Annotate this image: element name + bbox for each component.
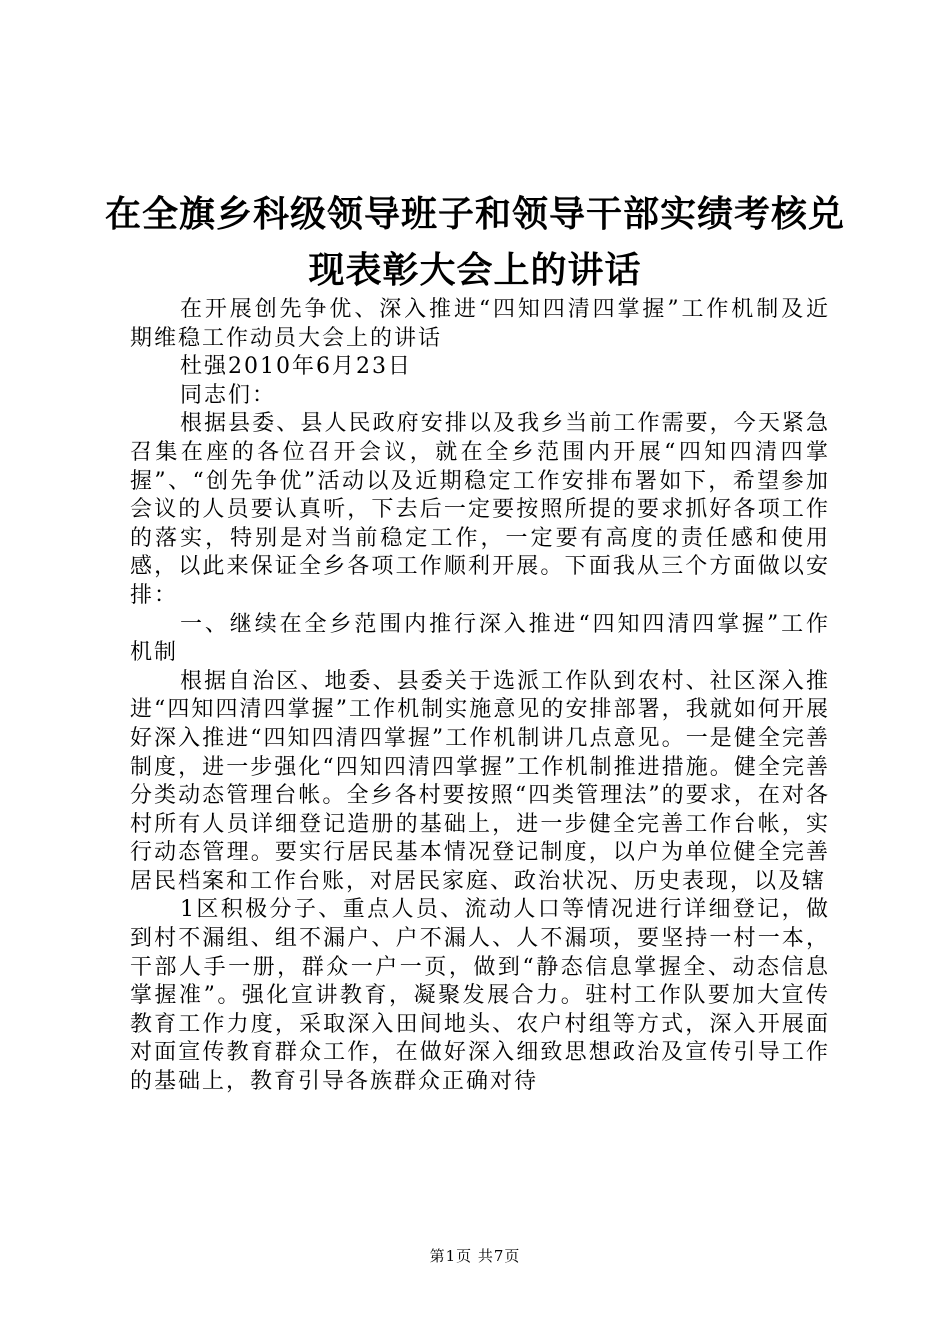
speech-subtitle: 在开展创先争优、深入推进“四知四清四掌握”工作机制及近期维稳工作动员大会上的讲话	[130, 297, 830, 351]
body-paragraph: 根据自治区、地委、县委关于选派工作队到农村、社区深入推进“四知四清四掌握”工作机制实施意见的安排部署，我就如何开展好深入推进“四知四清四掌握”工作机制讲几点意见。一是健全完善制度，进一步强化“四知四清四掌握”工作机制推进措施。健全完善分类动态管理台帐。全乡各村要按照“四类管理法”的要求，在对各村所有人员详细登记造册的基础上，进一步健全完善工作台帐，实行动态管理。要实行居民基本情况登记制度，以户为单位健全完善居民档案和工作台账，对居民家庭、政治状况、历史表现，以及辖	[130, 668, 830, 894]
body-paragraph: 1区积极分子、重点人员、流动人口等情况进行详细登记，做到村不漏组、组不漏户、户不漏人、人不漏项，要坚持一村一本，干部人手一册，群众一户一页，做到“静态信息掌握全、动态信息掌握准”。强化宣讲教育，凝聚发展合力。驻村工作队要加大宣传教育工作力度，采取深入田间地头、农户村组等方式，深入开展面对面宣传教育群众工作，在做好深入细致思想政治及宣传引导工作的基础上，教育引导各族群众正确对待	[130, 897, 830, 1095]
salutation: 同志们：	[180, 382, 277, 408]
section-heading: 一、继续在全乡范围内推行深入推进“四知四清四掌握”工作机制	[130, 611, 830, 666]
speaker-date: 杜强2010年6月23日	[180, 354, 412, 380]
page-number-footer: 第1页 共7页	[429, 1247, 521, 1265]
document-body	[130, 296, 830, 1097]
body-paragraph: 根据县委、县人民政府安排以及我乡当前工作需要，今天紧急召集在座的各位召开会议，就在全乡范围内开展“四知四清四掌握”、“创先争优”活动以及近期稳定工作安排布署如下，希望参加会议的人员要认真听，下去后一定要按照所提的要求抓好各项工作的落实，特别是对当前稳定工作，一定要有高度的责任感和使用感，以此来保证全乡各项工作顺利开展。下面我从三个方面做以安排：	[130, 411, 830, 608]
document-title-line-2: 现表彰大会上的讲话	[308, 250, 642, 291]
document-title-line-1: 在全旗乡科级领导班子和领导干部实绩考核兑	[104, 194, 845, 235]
